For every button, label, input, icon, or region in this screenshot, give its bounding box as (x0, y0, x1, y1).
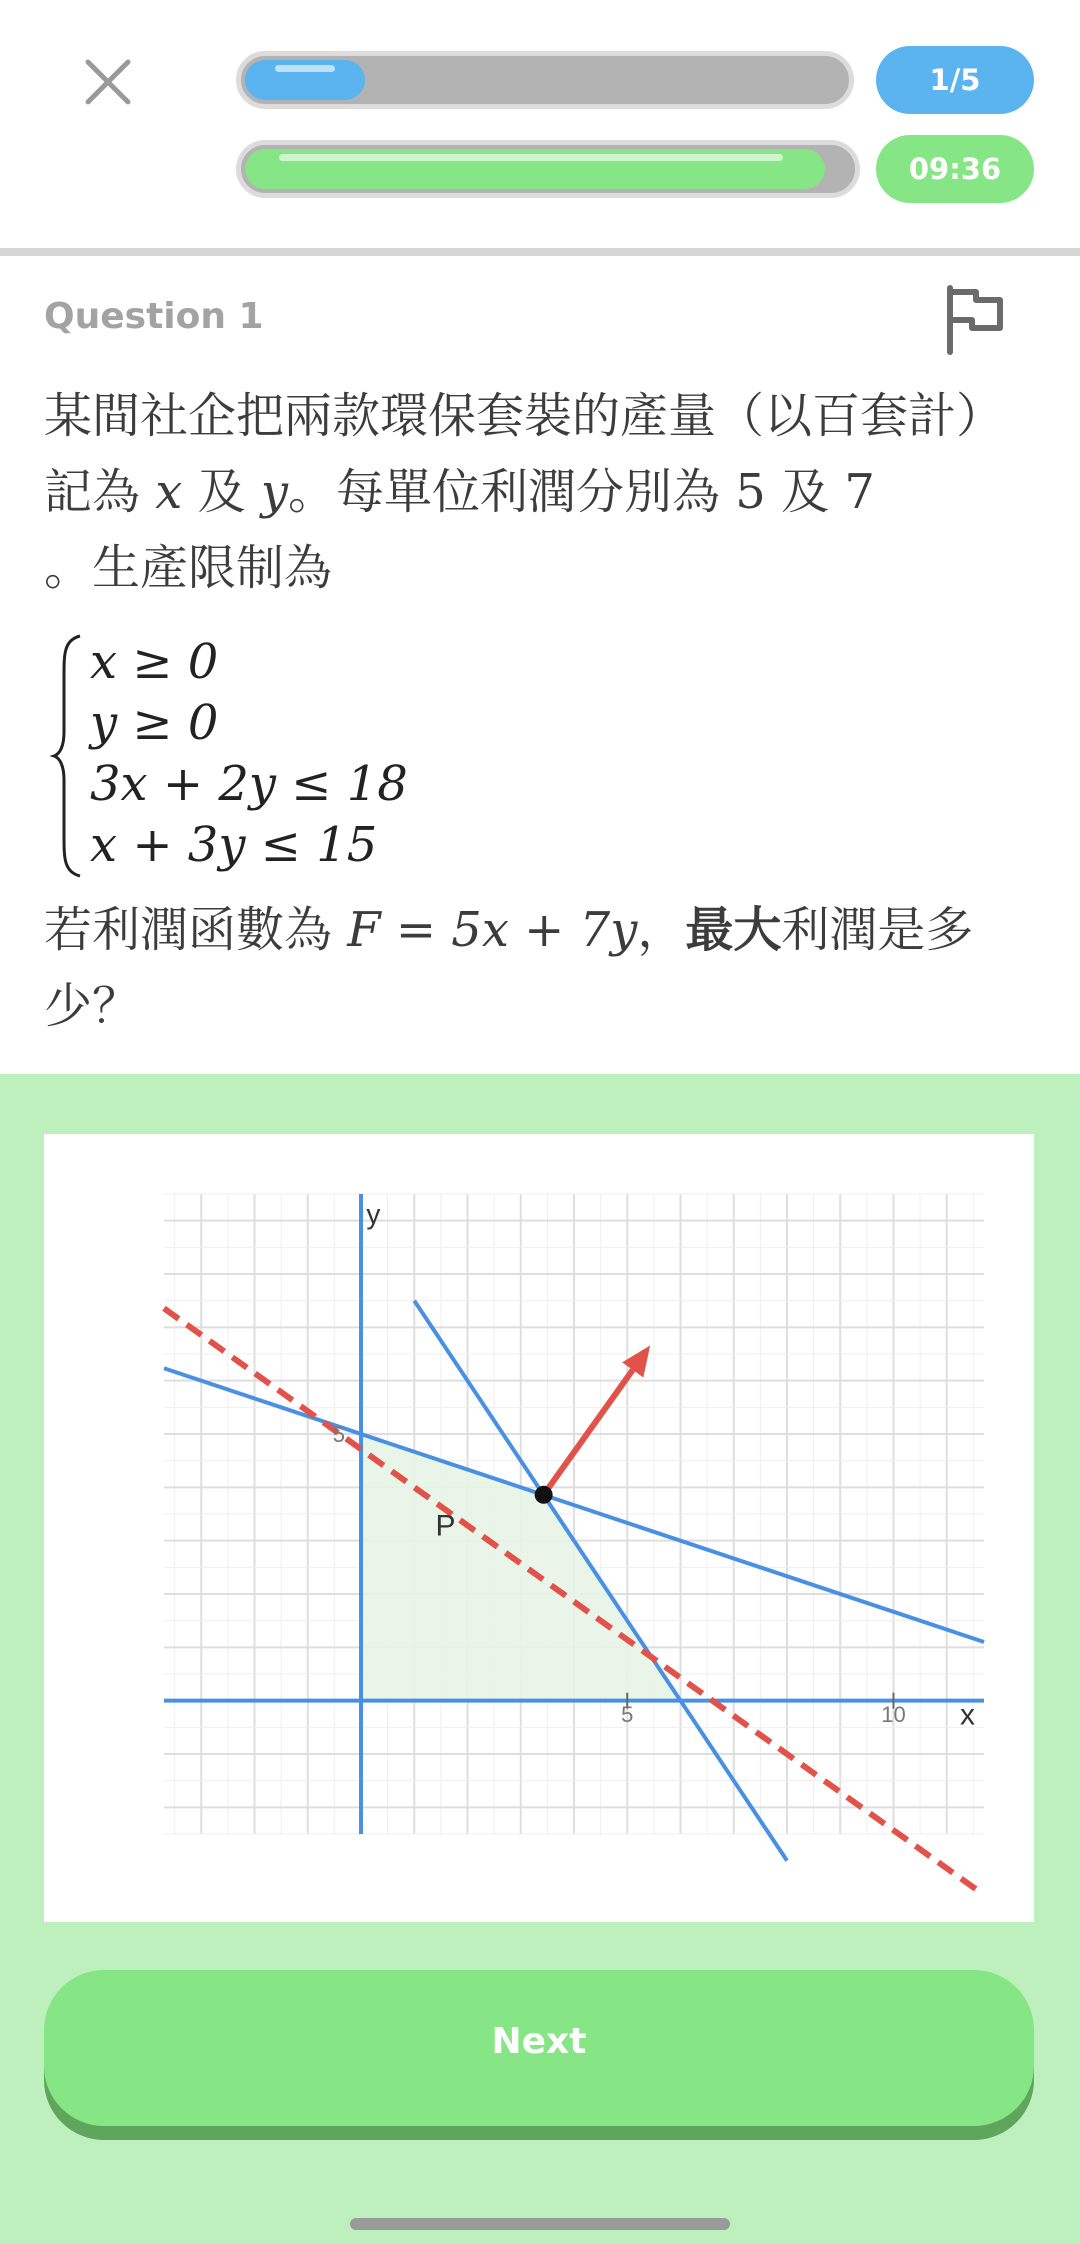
timer-bar (236, 140, 860, 198)
question-text (44, 378, 1034, 606)
y-tick-label-5: 5 (332, 1422, 346, 1447)
timer-bar-shine (279, 154, 783, 161)
question-intro: 某間社企把兩款環保套裝的產量（以百套計）記為 (44, 388, 1005, 520)
gradient-arrow (544, 1370, 633, 1495)
question-constraint-intro: 。生產限制為 (44, 540, 333, 596)
progress-bar-shine (275, 65, 335, 72)
timer-badge: 09:36 (876, 135, 1034, 203)
variable-x: x (155, 464, 183, 520)
question-ask-prefix: 若利潤函數為 (44, 902, 348, 958)
question-ask-comma: ， (637, 902, 686, 958)
home-indicator[interactable] (350, 2218, 730, 2230)
linear-programming-graph (44, 1134, 1034, 1922)
question-ask-emphasis: 最大 (685, 902, 782, 958)
constraint-lines (90, 632, 408, 876)
variable-y: y (260, 464, 288, 520)
constraint-1: x ≥ 0 (90, 634, 219, 690)
y-axis-label: y (366, 1198, 381, 1230)
constraint-4: x + 3y ≤ 15 (90, 817, 378, 873)
point-label: P (435, 1509, 456, 1543)
objective-function: F = 5x + 7y (347, 902, 638, 958)
next-button[interactable]: Next (44, 1970, 1034, 2126)
progress-bar (236, 51, 854, 109)
question-ask (44, 892, 1034, 1044)
x-axis-label: x (960, 1698, 976, 1732)
header-divider (0, 248, 1080, 256)
x-tick-label-10: 10 (881, 1702, 906, 1727)
flag-icon[interactable] (942, 284, 1008, 356)
graph-card (44, 1134, 1034, 1922)
close-icon[interactable] (76, 50, 140, 114)
question-number: Question 1 (44, 296, 264, 337)
question-ask-suffix: 利潤是多少？ (44, 902, 974, 1034)
constraint-3: 3x + 2y ≤ 18 (90, 756, 408, 812)
question-and: 及 (182, 464, 261, 520)
profit-y: 7 (844, 464, 875, 520)
brace-icon (50, 632, 84, 880)
profit-x: 5 (735, 464, 766, 520)
question-and-2: 及 (765, 464, 845, 520)
constraint-system (50, 632, 650, 880)
graph-grid (164, 1194, 984, 1834)
x-tick-label-5: 5 (621, 1702, 634, 1727)
question-profit-intro: 。每單位利潤分別為 (288, 464, 736, 520)
progress-count-badge: 1/5 (876, 46, 1034, 114)
constraint-2: y ≥ 0 (90, 695, 219, 751)
optimal-point[interactable] (535, 1486, 553, 1504)
quiz-header (0, 0, 1080, 252)
